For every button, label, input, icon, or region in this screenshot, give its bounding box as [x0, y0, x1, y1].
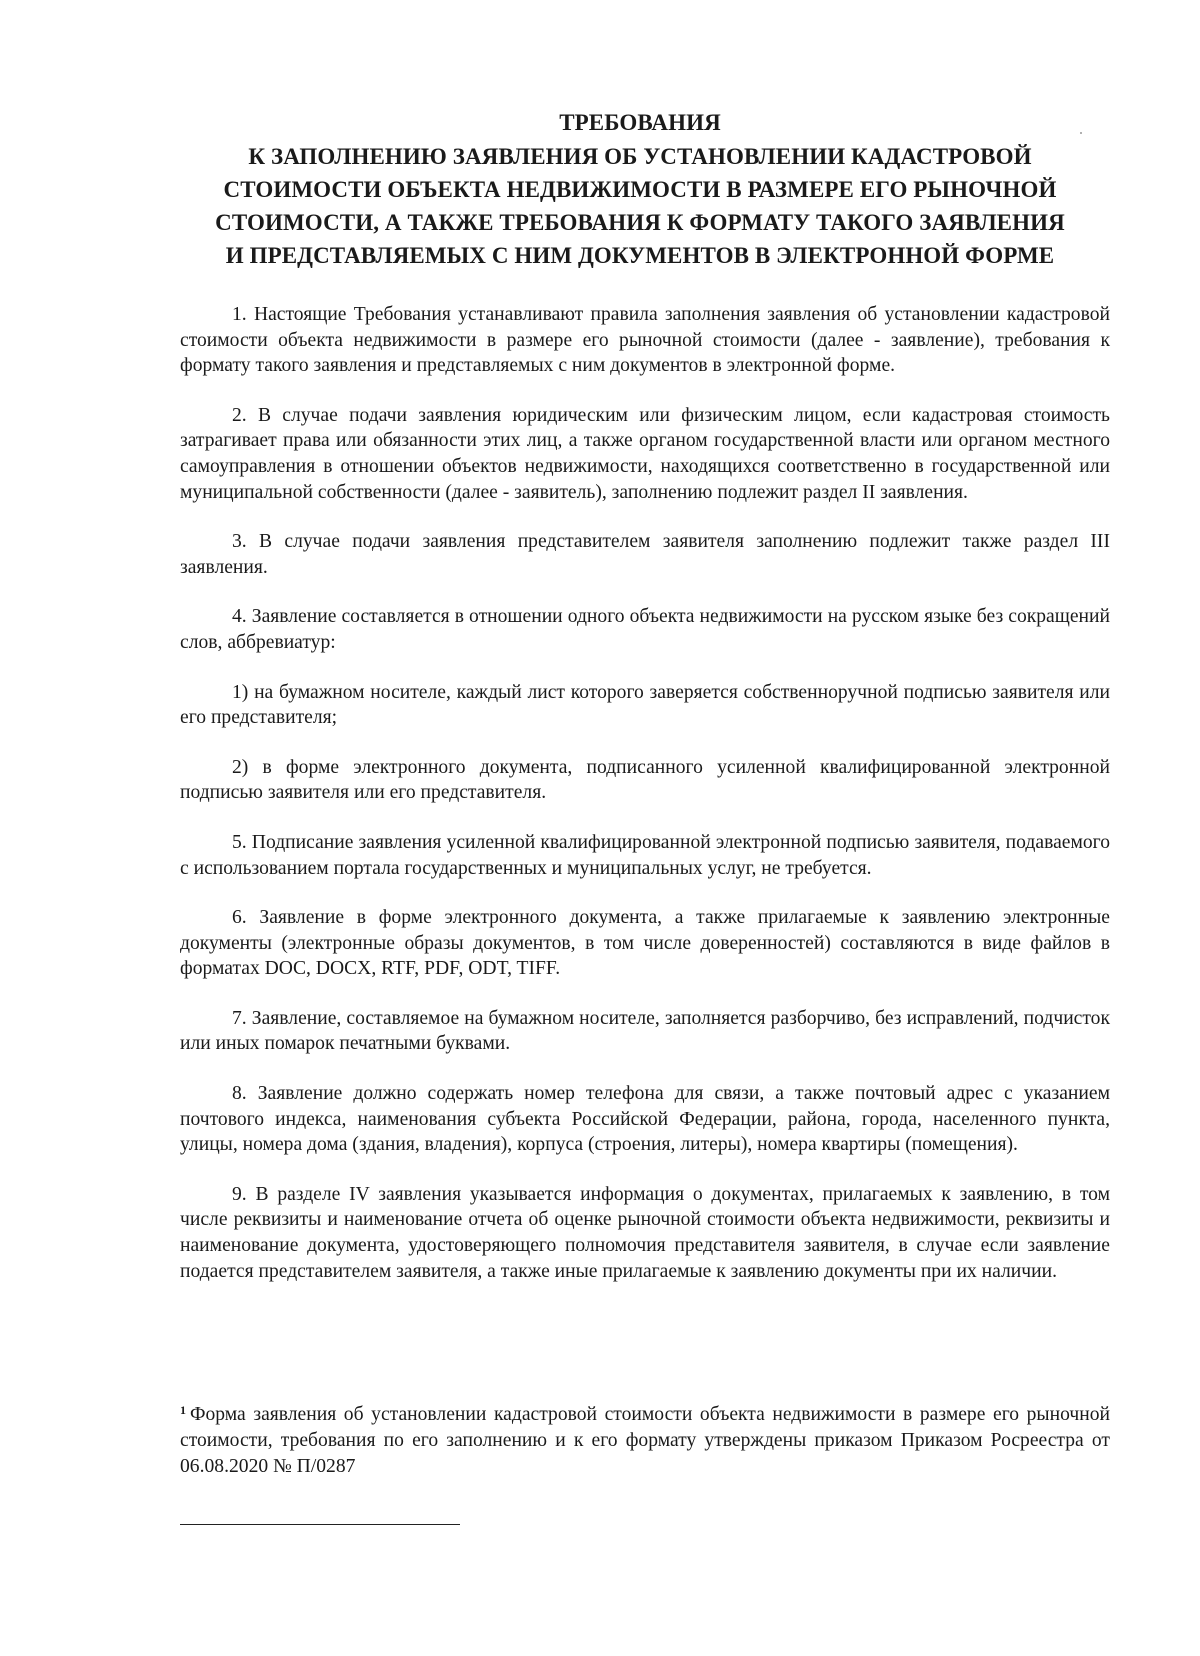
title-line: СТОИМОСТИ, А ТАКЖЕ ТРЕБОВАНИЯ К ФОРМАТУ ТАКОГО ЗАЯВЛЕНИЯ — [215, 210, 1065, 235]
title-line: К ЗАПОЛНЕНИЮ ЗАЯВЛЕНИЯ ОБ УСТАНОВЛЕНИИ КАДАСТРОВОЙ — [248, 144, 1032, 169]
paragraph-7: 7. Заявление, составляемое на бумажном носителе, заполняется разборчиво, без исправлений, подчисток или иных помарок печатными буквами. — [180, 1007, 1110, 1055]
document-body — [180, 302, 1110, 1308]
document-title — [180, 106, 1100, 272]
footnote-marker: 1 — [180, 1403, 186, 1417]
title-line: СТОИМОСТИ ОБЪЕКТА НЕДВИЖИМОСТИ В РАЗМЕРЕ ЕГО РЫНОЧНОЙ — [223, 177, 1057, 202]
paragraph-4-item-2: 2) в форме электронного документа, подписанного усиленной квалифицированной электронной подписью заявителя или его представителя. — [180, 756, 1110, 804]
footnote — [180, 1402, 1110, 1479]
footnote-separator — [180, 1524, 460, 1525]
paragraph-9: 9. В разделе IV заявления указывается информация о документах, прилагаемых к заявлению, в том числе реквизиты и наименование отчета об оценке рыночной стоимости объекта недвижимости, реквизиты и наименование документа, удостоверяющего полномочия представителя заявителя, в случае если заявление подается представителем заявителя, а также иные прилагаемые к заявлению документы при их наличии. — [180, 1183, 1110, 1282]
paragraph-4-item-1: 1) на бумажном носителе, каждый лист которого заверяется собственноручной подписью заявителя или его представителя; — [180, 681, 1110, 729]
paragraph-4: 4. Заявление составляется в отношении одного объекта недвижимости на русском языке без сокращений слов, аббревиатур: — [180, 606, 1110, 653]
title-line: ТРЕБОВАНИЯ — [559, 110, 721, 135]
footnote-text: Форма заявления об установлении кадастровой стоимости объекта недвижимости в размере его рыночной стоимости, требования по его заполнению и к его формату утверждены приказом Приказом Росреестра от 06.08.2020 № П/0287 — [180, 1404, 1110, 1477]
paragraph-1: 1. Настоящие Требования устанавливают правила заполнения заявления об установлении кадастровой стоимости объекта недвижимости в размере его рыночной стоимости (далее - заявление), требования к формату такого заявления и представляемых с ним документов в электронной форме. — [180, 304, 1110, 377]
paragraph-2: 2. В случае подачи заявления юридическим или физическим лицом, если кадастровая стоимость затрагивает права или обязанности этих лиц, а также органом государственной власти или органом местного самоуправления в отношении объектов недвижимости, находящихся соответственно в государственной или муниципальной собственности (далее - заявитель), заполнению подлежит раздел II заявления. — [180, 404, 1110, 503]
paragraph-3: 3. В случае подачи заявления представителем заявителя заполнению подлежит также раздел III заявления. — [180, 531, 1110, 578]
paragraph-5: 5. Подписание заявления усиленной квалифицированной электронной подписью заявителя, подаваемого с использованием портала государственных и муниципальных услуг, не требуется. — [180, 831, 1110, 879]
title-line: И ПРЕДСТАВЛЯЕМЫХ С НИМ ДОКУМЕНТОВ В ЭЛЕКТРОННОЙ ФОРМЕ — [225, 243, 1055, 268]
paragraph-6: 6. Заявление в форме электронного документа, а также прилагаемые к заявлению электронные документы (электронные образы документов, в том числе доверенностей) составляются в виде файлов в форматах DOC, DOCX, RTF, PDF, ODT, TIFF. — [180, 907, 1110, 980]
paragraph-8: 8. Заявление должно содержать номер телефона для связи, а также почтовый адрес с указанием почтового индекса, наименования субъекта Российской Федерации, района, города, населенного пункта, улицы, номера дома (здания, владения), корпуса (строения, литеры), номера квартиры (помещения). — [180, 1083, 1110, 1156]
